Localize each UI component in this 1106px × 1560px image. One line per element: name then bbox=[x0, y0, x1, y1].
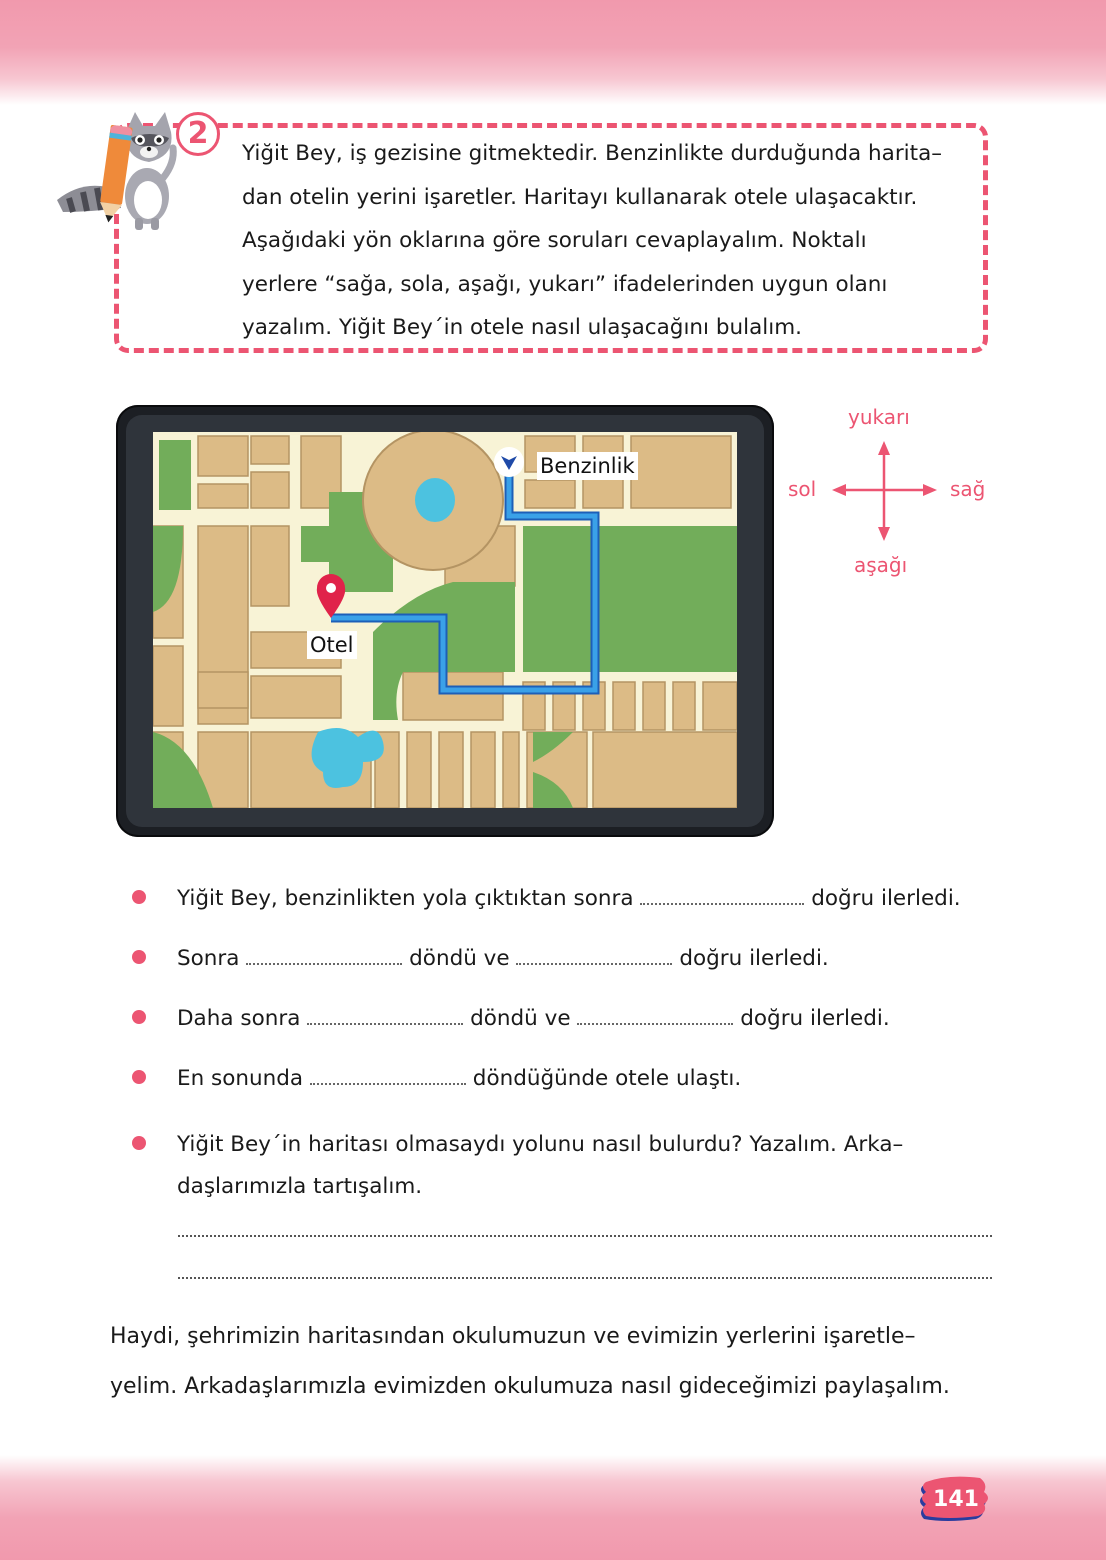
bullet-icon bbox=[132, 1070, 146, 1084]
benzinlik-label: Benzinlik bbox=[537, 452, 638, 480]
compass-left-label: sol bbox=[788, 477, 817, 501]
question-4: En sonunda döndüğünde otele ulaştı. bbox=[132, 1066, 741, 1091]
location-pin-icon bbox=[317, 574, 345, 618]
direction-compass bbox=[780, 395, 1010, 590]
task-line: Aşağıdaki yön oklarına göre soruları cevaplayalım. Noktalı bbox=[242, 228, 867, 253]
activity-text: Haydi, şehrimizin haritasından okulumuzun ve evimizin yerlerini işaretle– yelim. Arkadaşlarımızla evimizden okulumuza nasıl gideceğimizi paylaşalım. bbox=[110, 1324, 950, 1399]
question-2: Sonra döndü ve doğru ilerledi. bbox=[132, 946, 829, 971]
answer-blank[interactable] bbox=[310, 1069, 466, 1085]
compass-right-label: sağ bbox=[950, 477, 986, 501]
city-map bbox=[153, 432, 737, 808]
task-line: yazalım. Yiğit Bey´in otele nasıl ulaşacağını bulalım. bbox=[242, 315, 803, 340]
header-band bbox=[0, 0, 1106, 105]
raccoon-mascot-icon bbox=[55, 108, 195, 233]
answer-blank[interactable] bbox=[246, 949, 402, 965]
compass-down-label: aşağı bbox=[854, 553, 908, 577]
bullet-icon bbox=[132, 890, 146, 904]
otel-label: Otel bbox=[307, 631, 357, 659]
compass-up-label: yukarı bbox=[848, 405, 910, 429]
svg-text:141: 141 bbox=[933, 1487, 979, 1512]
bullet-icon bbox=[132, 1136, 146, 1150]
task-line: dan otelin yerini işaretler. Haritayı kullanarak otele ulaşacaktır. bbox=[242, 184, 918, 210]
answer-blank[interactable] bbox=[516, 949, 672, 965]
answer-line[interactable] bbox=[178, 1277, 992, 1279]
question-5: Yiğit Bey´in haritası olmasaydı yolunu nasıl bulurdu? Yazalım. Arka– daşlarımızla tartışalım. bbox=[132, 1124, 903, 1208]
answer-blank[interactable] bbox=[640, 889, 804, 905]
question-3: Daha sonra döndü ve doğru ilerledi. bbox=[132, 1006, 890, 1031]
task-instructions bbox=[242, 132, 982, 350]
question-1: Yiğit Bey, benzinlikten yola çıktıktan sonra doğru ilerledi. bbox=[132, 886, 961, 911]
task-number-badge: 2 bbox=[176, 112, 220, 156]
answer-line[interactable] bbox=[178, 1235, 992, 1237]
map-illustration bbox=[153, 432, 737, 808]
task-line: yerlere “sağa, sola, aşağı, yukarı” ifadelerinden uygun olanı bbox=[242, 271, 888, 297]
page-number-badge-icon bbox=[918, 1472, 994, 1522]
answer-blank[interactable] bbox=[307, 1009, 463, 1025]
answer-blank[interactable] bbox=[577, 1009, 733, 1025]
bullet-icon bbox=[132, 950, 146, 964]
bullet-icon bbox=[132, 1010, 146, 1024]
task-line: Yiğit Bey, iş gezisine gitmektedir. Benzinlikte durduğunda harita– bbox=[242, 141, 942, 166]
